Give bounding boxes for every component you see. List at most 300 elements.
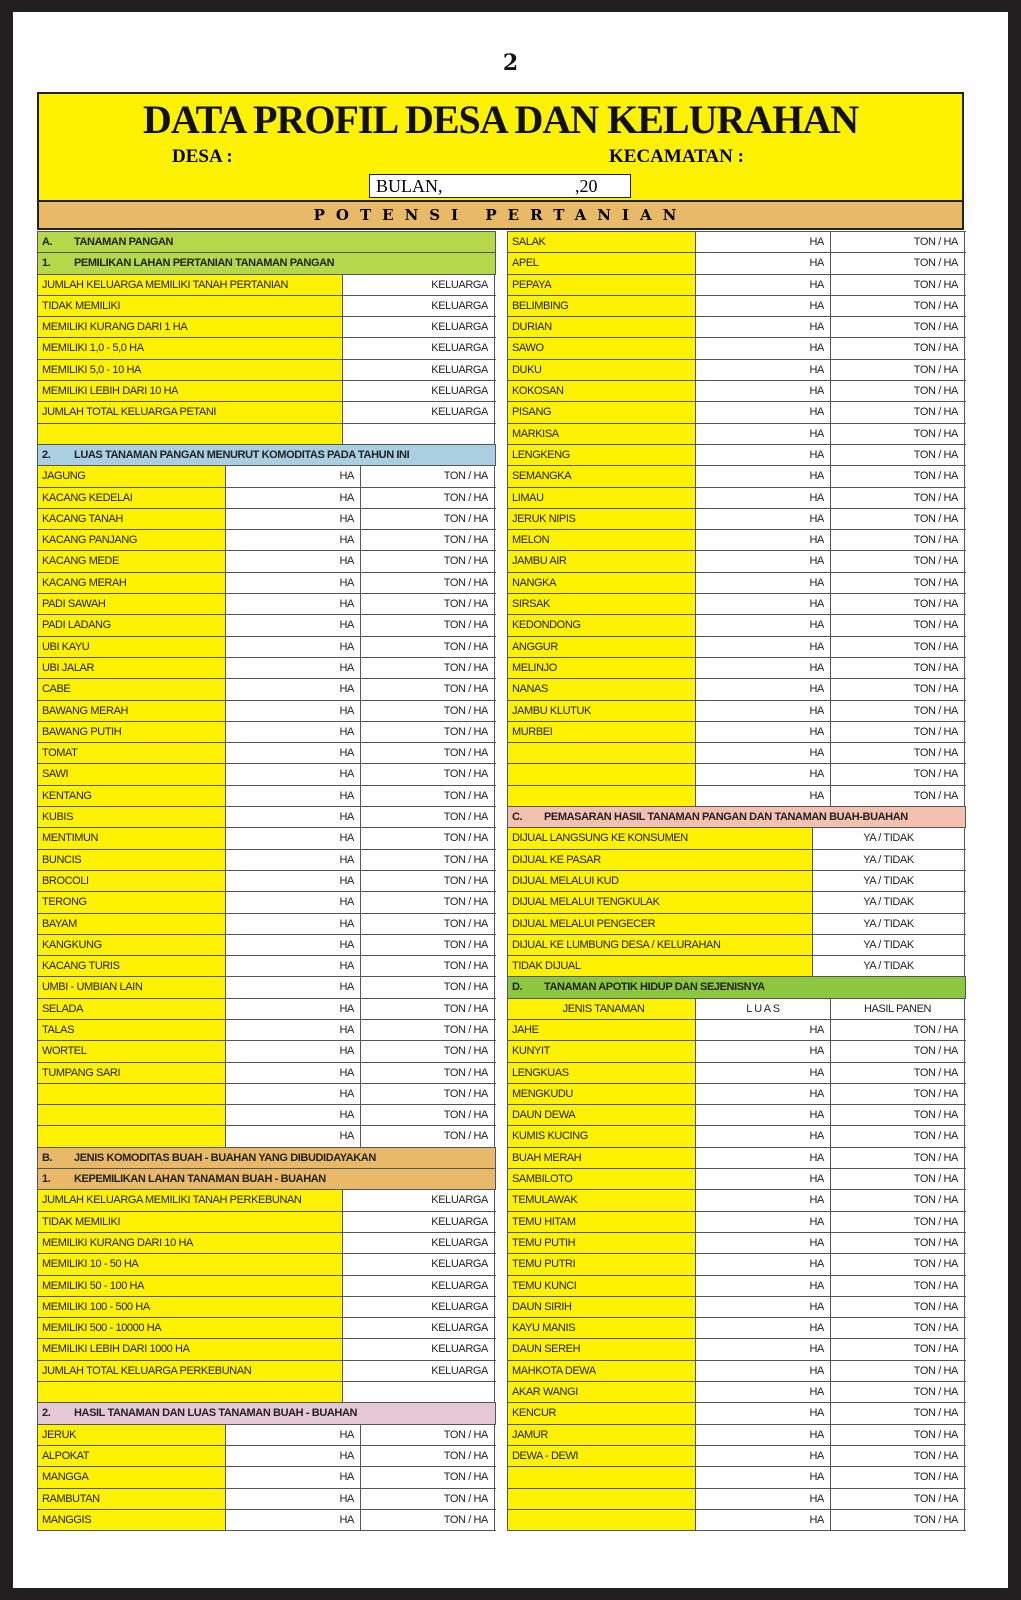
row-label: MEMILIKI LEBIH DARI 1000 HA (38, 1339, 343, 1359)
crop-label: APEL (508, 253, 696, 273)
ton-per-ha-field[interactable]: TON / HA (361, 615, 495, 635)
crop-row (508, 1063, 966, 1084)
keluarga-field[interactable]: KELUARGA (343, 1276, 495, 1296)
section-number: 2. (42, 448, 51, 461)
crop-row (508, 509, 966, 530)
crop-row (508, 232, 966, 253)
ha-field[interactable]: HA (696, 1318, 831, 1338)
row-label: DIJUAL KE LUMBUNG DESA / KELURAHAN (508, 935, 813, 955)
ha-field[interactable]: HA (696, 1105, 831, 1125)
ton-per-ha-field[interactable]: TON / HA (361, 1446, 495, 1466)
ha-field[interactable]: HA (696, 1361, 831, 1381)
section-header-text (38, 445, 496, 465)
crop-row (38, 743, 496, 764)
crop-label: TEMU HITAM (508, 1212, 696, 1232)
crop-label: DAUN DEWA (508, 1105, 696, 1125)
ha-field[interactable]: HA (226, 530, 361, 550)
section-header (38, 232, 496, 253)
ton-per-ha-field[interactable]: TON / HA (361, 1063, 495, 1083)
crop-label: MARKISA (508, 424, 696, 444)
keluarga-field[interactable]: KELUARGA (343, 338, 495, 358)
ton-per-ha-field[interactable]: TON / HA (831, 445, 965, 465)
ha-field[interactable]: HA (696, 1489, 831, 1509)
ha-field[interactable]: HA (226, 999, 361, 1019)
ton-per-ha-field[interactable]: TON / HA (831, 317, 965, 337)
keluarga-field[interactable] (343, 424, 495, 444)
ton-per-ha-field[interactable]: TON / HA (831, 402, 965, 422)
crop-label (508, 764, 696, 784)
keluarga-field[interactable]: KELUARGA (343, 317, 495, 337)
ha-field[interactable]: HA (696, 701, 831, 721)
ton-per-ha-field[interactable]: TON / HA (831, 637, 965, 657)
ha-field[interactable]: HA (696, 1297, 831, 1317)
ha-field[interactable]: HA (696, 1254, 831, 1274)
ha-field[interactable]: HA (226, 1084, 361, 1104)
crop-row (508, 253, 966, 274)
ton-per-ha-field[interactable]: TON / HA (831, 1446, 965, 1466)
ton-per-ha-field[interactable]: TON / HA (831, 466, 965, 486)
ha-field[interactable]: HA (696, 1020, 831, 1040)
ha-field[interactable]: HA (226, 1467, 361, 1487)
ton-per-ha-field[interactable]: TON / HA (361, 1510, 495, 1530)
ya-tidak-field[interactable]: YA / TIDAK (813, 850, 965, 870)
ha-field[interactable]: HA (696, 786, 831, 806)
crop-label: JERUK NIPIS (508, 509, 696, 529)
ton-per-ha-field[interactable]: TON / HA (361, 743, 495, 763)
keluarga-field[interactable]: KELUARGA (343, 1212, 495, 1232)
ha-field[interactable]: HA (226, 1063, 361, 1083)
ton-per-ha-field[interactable]: TON / HA (361, 850, 495, 870)
ton-per-ha-field[interactable]: TON / HA (361, 594, 495, 614)
ton-per-ha-field[interactable]: TON / HA (831, 573, 965, 593)
ton-per-ha-field[interactable]: TON / HA (831, 360, 965, 380)
ton-per-ha-field[interactable]: TON / HA (361, 871, 495, 891)
ton-per-ha-field[interactable]: TON / HA (831, 424, 965, 444)
crop-label: KACANG MEDE (38, 551, 226, 571)
ha-field[interactable]: HA (696, 637, 831, 657)
ha-field[interactable]: HA (696, 253, 831, 273)
ton-per-ha-field[interactable]: TON / HA (361, 1126, 495, 1146)
ha-field[interactable]: HA (226, 1489, 361, 1509)
ton-per-ha-field[interactable]: TON / HA (831, 1063, 965, 1083)
ton-per-ha-field[interactable]: TON / HA (831, 1254, 965, 1274)
crop-label: JAGUNG (38, 466, 226, 486)
ton-per-ha-field[interactable]: TON / HA (831, 764, 965, 784)
ton-per-ha-field[interactable]: TON / HA (831, 1276, 965, 1296)
ha-field[interactable]: HA (696, 509, 831, 529)
keluarga-field[interactable]: KELUARGA (343, 360, 495, 380)
ton-per-ha-field[interactable]: TON / HA (361, 1105, 495, 1125)
ha-field[interactable]: HA (696, 402, 831, 422)
ton-per-ha-field[interactable]: TON / HA (831, 1020, 965, 1040)
ha-field[interactable]: HA (226, 466, 361, 486)
row-label: DIJUAL KE PASAR (508, 850, 813, 870)
keluarga-field[interactable]: KELUARGA (343, 1361, 495, 1381)
ha-field[interactable]: HA (226, 828, 361, 848)
ton-per-ha-field[interactable]: TON / HA (831, 1105, 965, 1125)
ton-per-ha-field[interactable]: TON / HA (361, 1020, 495, 1040)
section-number: D. (512, 981, 523, 994)
row-label: MEMILIKI 5,0 - 10 HA (38, 360, 343, 380)
crop-row (508, 1084, 966, 1105)
ha-field[interactable]: HA (696, 1084, 831, 1104)
ton-per-ha-field[interactable]: TON / HA (361, 466, 495, 486)
row-label: MEMILIKI KURANG DARI 10 HA (38, 1233, 343, 1253)
ha-field[interactable]: HA (696, 1403, 831, 1423)
ha-field[interactable]: HA (226, 871, 361, 891)
crop-label: MANGGIS (38, 1510, 226, 1530)
ha-field[interactable]: HA (696, 1212, 831, 1232)
ton-per-ha-field[interactable]: TON / HA (831, 530, 965, 550)
ton-per-ha-field[interactable]: TON / HA (361, 637, 495, 657)
keluarga-field[interactable]: KELUARGA (343, 1190, 495, 1210)
crop-label: PISANG (508, 402, 696, 422)
ton-per-ha-field[interactable]: TON / HA (361, 786, 495, 806)
crop-row (38, 1126, 496, 1147)
ton-per-ha-field[interactable]: TON / HA (831, 786, 965, 806)
ton-per-ha-field[interactable]: TON / HA (361, 658, 495, 678)
ha-field[interactable]: HA (696, 1276, 831, 1296)
ton-per-ha-field[interactable]: TON / HA (361, 892, 495, 912)
ha-field[interactable]: HA (696, 381, 831, 401)
crop-label: MAHKOTA DEWA (508, 1361, 696, 1381)
ha-field[interactable]: HA (226, 977, 361, 997)
section-label: PEMASARAN HASIL TANAMAN PANGAN DAN TANAMAN BUAH-BUAHAN (544, 811, 908, 824)
ton-per-ha-field[interactable]: TON / HA (361, 1041, 495, 1061)
left-table (37, 231, 496, 1531)
keluarga-field[interactable]: KELUARGA (343, 1233, 495, 1253)
ton-per-ha-field[interactable]: TON / HA (361, 977, 495, 997)
ton-per-ha-field[interactable]: TON / HA (831, 1148, 965, 1168)
ton-per-ha-field[interactable]: TON / HA (361, 1425, 495, 1445)
crop-label (508, 1489, 696, 1509)
ha-field[interactable]: HA (226, 679, 361, 699)
ownership-row (38, 1361, 496, 1382)
ha-field[interactable]: HA (696, 232, 831, 252)
crop-label: TEMU PUTRI (508, 1254, 696, 1274)
crop-label: NANGKA (508, 573, 696, 593)
ton-per-ha-field[interactable]: TON / HA (831, 701, 965, 721)
crop-row (508, 1510, 966, 1531)
crop-row (508, 488, 966, 509)
keluarga-field[interactable]: KELUARGA (343, 1339, 495, 1359)
section-header-text (508, 807, 966, 827)
ton-per-ha-field[interactable]: TON / HA (831, 722, 965, 742)
ton-per-ha-field[interactable]: TON / HA (831, 1403, 965, 1423)
ton-per-ha-field[interactable]: TON / HA (361, 999, 495, 1019)
crop-label: BUNCIS (38, 850, 226, 870)
section-header-text (38, 1148, 496, 1168)
ha-field[interactable]: HA (226, 807, 361, 827)
crop-row (508, 530, 966, 551)
ha-field[interactable]: HA (226, 935, 361, 955)
crop-row (508, 1467, 966, 1488)
crop-label: KUMIS KUCING (508, 1126, 696, 1146)
ha-field[interactable]: HA (226, 956, 361, 976)
row-label: DIJUAL MELALUI KUD (508, 871, 813, 891)
ton-per-ha-field[interactable]: TON / HA (831, 1084, 965, 1104)
ton-per-ha-field[interactable]: TON / HA (831, 381, 965, 401)
ha-field[interactable]: HA (226, 786, 361, 806)
ton-per-ha-field[interactable]: TON / HA (361, 530, 495, 550)
ownership-row (38, 402, 496, 423)
year-label: ,20 (575, 176, 598, 196)
crop-row (508, 1489, 966, 1510)
crop-row (508, 573, 966, 594)
ha-field[interactable]: HA (226, 764, 361, 784)
ton-per-ha-field[interactable]: TON / HA (361, 722, 495, 742)
ton-per-ha-field[interactable]: TON / HA (831, 1169, 965, 1189)
ha-field[interactable]: HA (696, 488, 831, 508)
crop-label: UBI JALAR (38, 658, 226, 678)
keluarga-field[interactable]: KELUARGA (343, 275, 495, 295)
ha-field[interactable]: HA (226, 551, 361, 571)
ownership-row (38, 1212, 496, 1233)
section-header-text (38, 1403, 496, 1423)
ha-field[interactable]: HA (226, 722, 361, 742)
crop-label: LENGKENG (508, 445, 696, 465)
ton-per-ha-field[interactable]: TON / HA (361, 701, 495, 721)
ton-per-ha-field[interactable]: TON / HA (831, 509, 965, 529)
ton-per-ha-field[interactable]: TON / HA (831, 1041, 965, 1061)
ton-per-ha-field[interactable]: TON / HA (831, 1361, 965, 1381)
crop-row (508, 1041, 966, 1062)
ha-field[interactable]: HA (696, 1425, 831, 1445)
ton-per-ha-field[interactable]: TON / HA (361, 1467, 495, 1487)
ha-field[interactable]: HA (696, 445, 831, 465)
crop-row (508, 466, 966, 487)
ha-field[interactable]: HA (696, 317, 831, 337)
row-label: JUMLAH KELUARGA MEMILIKI TANAH PERKEBUNAN (38, 1190, 343, 1210)
crop-row (38, 892, 496, 913)
crop-row (38, 1020, 496, 1041)
ha-field[interactable]: HA (696, 360, 831, 380)
ha-field[interactable]: HA (696, 1233, 831, 1253)
crop-label: TEMULAWAK (508, 1190, 696, 1210)
keluarga-field[interactable]: KELUARGA (343, 1318, 495, 1338)
crop-row (508, 1339, 966, 1360)
ha-field[interactable]: HA (696, 466, 831, 486)
ton-per-ha-field[interactable]: TON / HA (831, 1233, 965, 1253)
ton-per-ha-field[interactable]: TON / HA (831, 488, 965, 508)
ton-per-ha-field[interactable]: TON / HA (831, 1339, 965, 1359)
crop-label: SAMBILOTO (508, 1169, 696, 1189)
ha-field[interactable]: HA (696, 722, 831, 742)
ha-field[interactable]: HA (696, 1190, 831, 1210)
ha-field[interactable]: HA (696, 424, 831, 444)
ha-field[interactable]: HA (226, 594, 361, 614)
ton-per-ha-field[interactable]: TON / HA (831, 1212, 965, 1232)
ha-field[interactable]: HA (696, 551, 831, 571)
ha-field[interactable]: HA (696, 1169, 831, 1189)
ha-field[interactable]: HA (226, 743, 361, 763)
ton-per-ha-field[interactable]: TON / HA (831, 275, 965, 295)
ton-per-ha-field[interactable]: TON / HA (831, 1467, 965, 1487)
crop-label: WORTEL (38, 1041, 226, 1061)
ha-field[interactable]: HA (696, 743, 831, 763)
ya-tidak-field[interactable]: YA / TIDAK (813, 956, 965, 976)
crop-row (508, 1020, 966, 1041)
keluarga-field[interactable]: KELUARGA (343, 381, 495, 401)
row-label: DIJUAL LANGSUNG KE KONSUMEN (508, 828, 813, 848)
ha-field[interactable]: HA (696, 275, 831, 295)
section-header (38, 253, 496, 274)
ton-per-ha-field[interactable]: TON / HA (831, 658, 965, 678)
row-label: MEMILIKI 500 - 10000 HA (38, 1318, 343, 1338)
ha-field[interactable]: HA (226, 1446, 361, 1466)
ha-field[interactable]: HA (696, 530, 831, 550)
crop-row (508, 1297, 966, 1318)
ton-per-ha-field[interactable]: TON / HA (831, 679, 965, 699)
ton-per-ha-field[interactable]: TON / HA (361, 764, 495, 784)
marketing-row (508, 935, 966, 956)
crop-row (38, 466, 496, 487)
ton-per-ha-field[interactable]: TON / HA (361, 807, 495, 827)
ha-field[interactable]: HA (696, 1041, 831, 1061)
ton-per-ha-field[interactable]: TON / HA (831, 1318, 965, 1338)
ha-field[interactable]: HA (226, 1041, 361, 1061)
ha-field[interactable]: HA (226, 1510, 361, 1530)
crop-row (508, 701, 966, 722)
keluarga-field[interactable]: KELUARGA (343, 1254, 495, 1274)
crop-row (508, 722, 966, 743)
ha-field[interactable]: HA (226, 850, 361, 870)
ton-per-ha-field[interactable]: TON / HA (831, 743, 965, 763)
section-header (38, 1403, 496, 1424)
crop-row (38, 914, 496, 935)
crop-label: PADI SAWAH (38, 594, 226, 614)
ha-field[interactable]: HA (226, 914, 361, 934)
crop-label: MANGGA (38, 1467, 226, 1487)
keluarga-field[interactable]: KELUARGA (343, 296, 495, 316)
ton-per-ha-field[interactable]: TON / HA (361, 956, 495, 976)
ton-per-ha-field[interactable]: TON / HA (361, 509, 495, 529)
bulan-field[interactable] (369, 174, 631, 198)
crop-label: BUAH MERAH (508, 1148, 696, 1168)
ha-field[interactable]: HA (226, 1425, 361, 1445)
ha-field[interactable]: HA (696, 338, 831, 358)
keluarga-field[interactable] (343, 1382, 495, 1402)
row-label: MEMILIKI 10 - 50 HA (38, 1254, 343, 1274)
ha-field[interactable]: HA (696, 1382, 831, 1402)
ton-per-ha-field[interactable]: TON / HA (361, 1489, 495, 1509)
ha-field[interactable]: HA (696, 1446, 831, 1466)
ton-per-ha-field[interactable]: TON / HA (361, 488, 495, 508)
ton-per-ha-field[interactable]: TON / HA (831, 1489, 965, 1509)
crop-label: MELON (508, 530, 696, 550)
ha-field[interactable]: HA (226, 658, 361, 678)
ton-per-ha-field[interactable]: TON / HA (831, 1425, 965, 1445)
ha-field[interactable]: HA (696, 1339, 831, 1359)
ton-per-ha-field[interactable]: TON / HA (831, 1190, 965, 1210)
crop-label: BAYAM (38, 914, 226, 934)
crop-row (38, 1489, 496, 1510)
crop-row (38, 807, 496, 828)
ha-field[interactable]: HA (226, 488, 361, 508)
crop-row (38, 530, 496, 551)
ton-per-ha-field[interactable]: TON / HA (361, 573, 495, 593)
ha-field[interactable]: HA (696, 679, 831, 699)
ya-tidak-field[interactable]: YA / TIDAK (813, 935, 965, 955)
ton-per-ha-field[interactable]: TON / HA (831, 296, 965, 316)
ha-field[interactable]: HA (696, 1148, 831, 1168)
ton-per-ha-field[interactable]: TON / HA (831, 615, 965, 635)
ha-field[interactable]: HA (696, 1126, 831, 1146)
ton-per-ha-field[interactable]: TON / HA (361, 679, 495, 699)
ton-per-ha-field[interactable]: TON / HA (831, 338, 965, 358)
ownership-row (38, 317, 496, 338)
crop-label: UMBI - UMBIAN LAIN (38, 977, 226, 997)
row-label: MEMILIKI 100 - 500 HA (38, 1297, 343, 1317)
ha-field[interactable]: HA (226, 509, 361, 529)
crop-row (38, 999, 496, 1020)
ton-per-ha-field[interactable]: TON / HA (361, 1084, 495, 1104)
crop-label: PEPAYA (508, 275, 696, 295)
ha-field[interactable]: HA (696, 1063, 831, 1083)
ya-tidak-field[interactable]: YA / TIDAK (813, 828, 965, 848)
ha-field[interactable]: HA (696, 1510, 831, 1530)
ton-per-ha-field[interactable]: TON / HA (831, 1297, 965, 1317)
ton-per-ha-field[interactable]: TON / HA (831, 253, 965, 273)
crop-row (508, 764, 966, 785)
section-number: B. (42, 1151, 53, 1164)
ya-tidak-field[interactable]: YA / TIDAK (813, 892, 965, 912)
ha-field[interactable]: HA (226, 573, 361, 593)
ton-per-ha-field[interactable]: TON / HA (361, 828, 495, 848)
ha-field[interactable]: HA (696, 573, 831, 593)
ton-per-ha-field[interactable]: TON / HA (831, 1382, 965, 1402)
ha-field[interactable]: HA (696, 296, 831, 316)
crop-label (508, 786, 696, 806)
crop-label: SIRSAK (508, 594, 696, 614)
ha-field[interactable]: HA (226, 637, 361, 657)
ha-field[interactable]: HA (226, 892, 361, 912)
ha-field[interactable]: HA (226, 1020, 361, 1040)
ton-per-ha-field[interactable]: TON / HA (831, 594, 965, 614)
ton-per-ha-field[interactable]: TON / HA (361, 551, 495, 571)
crop-label: KACANG MERAH (38, 573, 226, 593)
ha-field[interactable]: HA (696, 764, 831, 784)
ha-field[interactable]: HA (696, 615, 831, 635)
crop-label: UBI KAYU (38, 637, 226, 657)
section-header (38, 1169, 496, 1190)
ton-per-ha-field[interactable]: TON / HA (361, 935, 495, 955)
ya-tidak-field[interactable]: YA / TIDAK (813, 871, 965, 891)
section-number: 1. (42, 257, 51, 270)
keluarga-field[interactable]: KELUARGA (343, 1297, 495, 1317)
ha-field[interactable]: HA (696, 594, 831, 614)
section-label: LUAS TANAMAN PANGAN MENURUT KOMODITAS PADA TAHUN INI (74, 448, 410, 461)
marketing-row (508, 914, 966, 935)
ton-per-ha-field[interactable]: TON / HA (831, 551, 965, 571)
ha-field[interactable]: HA (696, 1467, 831, 1487)
ha-field[interactable]: HA (226, 615, 361, 635)
ha-field[interactable]: HA (696, 658, 831, 678)
crop-label: CABE (38, 679, 226, 699)
section-header-text (38, 1169, 496, 1189)
ya-tidak-field[interactable]: YA / TIDAK (813, 914, 965, 934)
ha-field[interactable]: HA (226, 701, 361, 721)
ton-per-ha-field[interactable]: TON / HA (831, 232, 965, 252)
ton-per-ha-field[interactable]: TON / HA (361, 914, 495, 934)
ton-per-ha-field[interactable]: TON / HA (831, 1510, 965, 1530)
ha-field[interactable]: HA (226, 1126, 361, 1146)
keluarga-field[interactable]: KELUARGA (343, 402, 495, 422)
crop-row (38, 1105, 496, 1126)
ha-field[interactable]: HA (226, 1105, 361, 1125)
crop-label: KENTANG (38, 786, 226, 806)
ton-per-ha-field[interactable]: TON / HA (831, 1126, 965, 1146)
